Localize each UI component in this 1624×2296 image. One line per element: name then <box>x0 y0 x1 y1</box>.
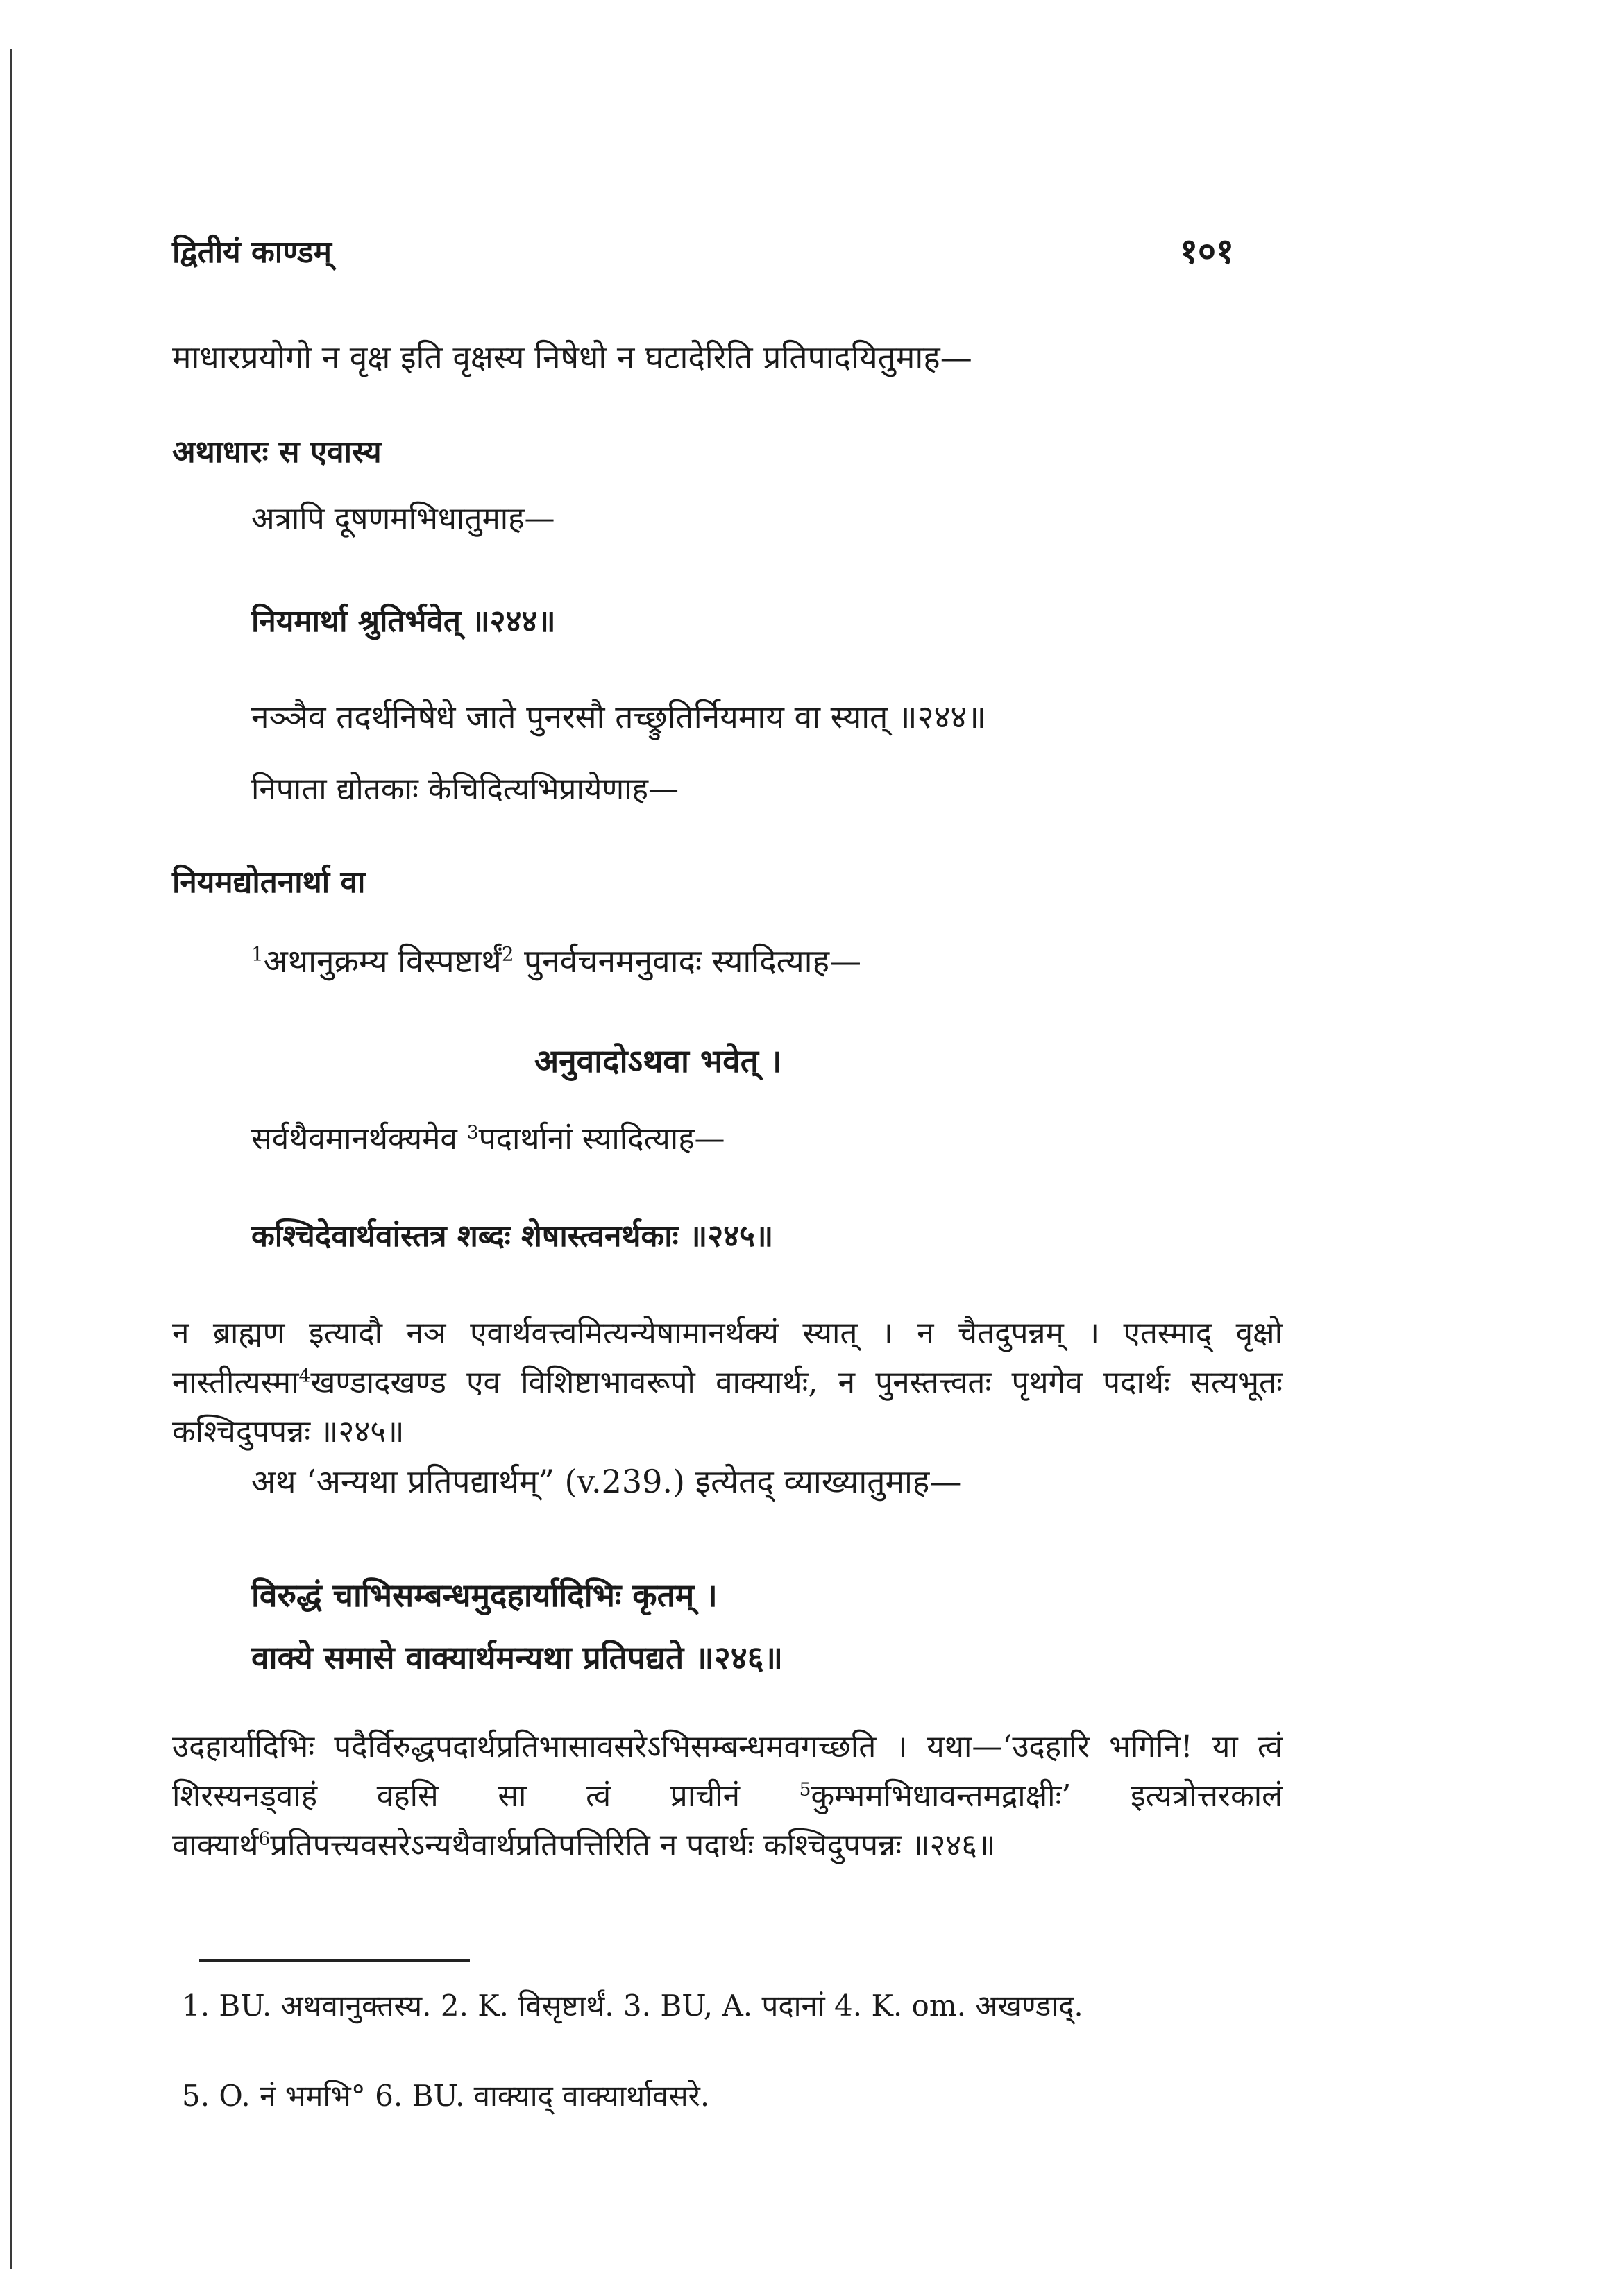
commentary-text: सर्वथैवमानर्थक्यमेव <box>251 1121 467 1157</box>
commentary-paragraph <box>172 1722 1283 1870</box>
commentary-text: उदहार्यादिभिः पदैर्विरुद्धपदार्थप्रतिभासावसरेऽभिसम्बन्धमवगच्छति । यथा—‘उदहारि भगिनि! या त्वं शिरस्यनड्वाहं वहसि सा त्वं प्राचीनं <box>172 1729 1283 1814</box>
commentary-line: नञ्ञैव तदर्थनिषेधे जाते पुनरसौ तच्छ्रुतिर्नियमाय वा स्यात् ॥२४४॥ <box>251 698 986 735</box>
commentary-line: निपाता द्योतकाः केचिदित्यभिप्रायेणाह— <box>251 772 679 807</box>
verse-fragment: नियमद्योतनार्था वा <box>172 865 366 900</box>
verse-line: विरुद्धं चाभिसम्बन्धमुदहार्यादिभिः कृतम् । <box>251 1576 718 1614</box>
footnote-marker: 5 <box>799 1778 811 1801</box>
commentary-text: अथानुक्रम्य विस्पष्टार्थं <box>263 942 502 980</box>
commentary-paragraph <box>172 1309 1283 1456</box>
running-header: द्वितीयं काण्डम् <box>172 235 332 270</box>
commentary-line: माधारप्रयोगो न वृक्ष इति वृक्षस्य निषेधो न घटादेरिति प्रतिपादयितुमाह— <box>172 339 972 376</box>
footnote-marker: 2 <box>501 942 514 966</box>
footnote-marker: 4 <box>298 1365 311 1387</box>
commentary-line <box>251 942 861 980</box>
commentary-line: अथ ‘अन्यथा प्रतिपद्यार्थम्” (v.239.) इत्येतद् व्याख्यातुमाह— <box>251 1463 962 1500</box>
verse-fragment: अनुवादोऽथवा भवेत् । <box>534 1042 782 1080</box>
commentary-text: पुनर्वचनमनुवादः स्यादित्याह— <box>514 942 862 980</box>
footnote: 1. BU. अथवानुक्तस्य. 2. K. विसृष्टार्थं. 3. BU, A. पदानां 4. K. om. अखण्डाद्. <box>182 1989 1083 2023</box>
footnote-marker: 3 <box>466 1121 479 1143</box>
footnote-marker: 1 <box>251 942 264 966</box>
page-number: १०१ <box>1180 230 1234 271</box>
footnote: 5. O. नं भमभि° 6. BU. वाक्याद् वाक्यार्थावसरे. <box>182 2079 710 2113</box>
commentary-text: खण्डादखण्ड एव विशिष्टाभावरूपो वाक्यार्थः, न पुनस्तत्त्वतः पृथगेव पदार्थः सत्यभूतः कश्चिदुपपन्नः ॥२४५॥ <box>172 1365 1283 1449</box>
verse-line: कश्चिदेवार्थवांस्तत्र शब्दः शेषास्त्वनर्थकाः ॥२४५॥ <box>251 1218 774 1254</box>
verse-line: वाक्ये समासे वाक्यार्थमन्यथा प्रतिपद्यते ॥२४६॥ <box>251 1639 784 1676</box>
page-edge <box>10 49 12 2269</box>
commentary-text: कुम्भमभिधावन्तमद्राक्षीः’ इत्यत्रोत्तरकालं वाक्यार्थ <box>172 1778 1283 1863</box>
verse-fragment: अथाधारः स एवास्य <box>172 434 382 470</box>
commentary-line: अत्रापि दूषणमभिधातुमाह— <box>251 501 555 536</box>
commentary-line <box>251 1121 725 1158</box>
commentary-text: प्रतिपत्त्यवसरेऽन्यथैवार्थप्रतिपत्तिरिति न पदार्थः कश्चिदुपपन्नः ॥२४६॥ <box>270 1828 996 1863</box>
commentary-text: पदार्थानां स्यादित्याह— <box>478 1121 725 1157</box>
footnote-divider <box>199 1959 470 1962</box>
footnote-marker: 6 <box>258 1828 271 1850</box>
verse-fragment: नियमार्था श्रुतिर्भवेत् ॥२४४॥ <box>251 604 556 639</box>
commentary-text: न ब्राह्मण इत्यादौ नञ एवार्थवत्त्वमित्यन्येषामानर्थक्यं स्यात् । न चैतदुपन्नम् । एतस्माद् वृक्षो नास्तीत्यस्मा <box>172 1316 1283 1400</box>
